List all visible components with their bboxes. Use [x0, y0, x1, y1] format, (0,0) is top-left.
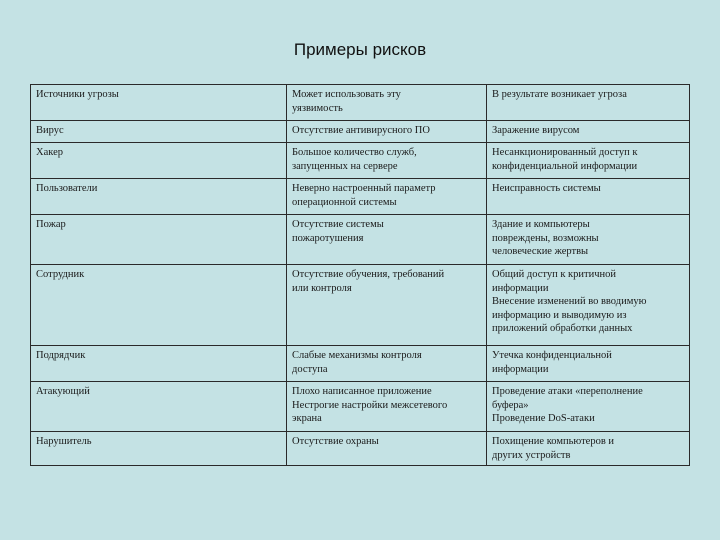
cell-line: Проведение атаки «переполнение — [492, 386, 643, 397]
table-row — [31, 121, 690, 143]
cell-line: Общий доступ к критичной — [492, 269, 617, 280]
cell-line: Здание и компьютеры — [492, 219, 590, 230]
table-row — [31, 265, 690, 346]
cell-result — [487, 382, 690, 432]
cell-line: приложений обработки данных — [492, 323, 633, 334]
cell-line: Похищение компьютеров и — [492, 436, 615, 447]
cell-vulnerability — [287, 143, 487, 179]
cell-result — [487, 346, 690, 382]
cell-line: Слабые механизмы контроля — [292, 350, 422, 361]
cell-threat-source: Вирус — [31, 121, 287, 143]
cell-line: Может использовать эту — [292, 89, 401, 100]
cell-line: Неверно настроенный параметр — [292, 183, 436, 194]
cell-threat-source: Подрядчик — [31, 346, 287, 382]
cell-line: В результате возникает угроза — [492, 89, 627, 100]
cell-result — [487, 265, 690, 346]
cell-line: информации — [492, 282, 549, 294]
risk-table-body — [31, 85, 690, 466]
cell-line: или контроля — [292, 282, 352, 294]
cell-line: Отсутствие охраны — [292, 436, 379, 447]
cell-result — [487, 179, 690, 215]
page-title: Примеры рисков — [293, 40, 427, 59]
header-cell-result — [487, 85, 690, 121]
table-row — [31, 179, 690, 215]
header-cell-source: Источники угрозы — [31, 85, 287, 121]
cell-line: Отсутствие антивирусного ПО — [292, 125, 430, 136]
table-row — [31, 143, 690, 179]
table-row — [31, 85, 690, 121]
cell-threat-source: Нарушитель — [31, 432, 287, 466]
cell-line: конфиденциальной информации — [492, 160, 638, 172]
cell-line: других устройств — [492, 449, 571, 461]
cell-line: Большое количество служб, — [292, 147, 417, 158]
cell-line: Несанкционированный доступ к — [492, 147, 638, 158]
cell-line: уязвимость — [292, 102, 343, 114]
cell-result — [487, 432, 690, 466]
cell-threat-source: Пожар — [31, 215, 287, 265]
cell-vulnerability — [287, 432, 487, 466]
cell-line: повреждены, возможны — [492, 232, 599, 244]
table-row — [31, 346, 690, 382]
cell-result — [487, 121, 690, 143]
cell-line: Нестрогие настройки межсетевого — [292, 399, 448, 411]
cell-vulnerability — [287, 215, 487, 265]
cell-threat-source: Хакер — [31, 143, 287, 179]
cell-line: информацию и выводимую из — [492, 309, 627, 321]
cell-line: запущенных на сервере — [292, 160, 398, 172]
cell-line: экрана — [292, 413, 322, 424]
cell-line: пожаротушения — [292, 232, 364, 244]
table-row — [31, 382, 690, 432]
cell-vulnerability — [287, 179, 487, 215]
cell-line: Отсутствие обучения, требований — [292, 269, 445, 280]
cell-line: Утечка конфиденциальной — [492, 350, 612, 361]
cell-vulnerability — [287, 121, 487, 143]
cell-vulnerability — [287, 346, 487, 382]
header-cell-vulnerability — [287, 85, 487, 121]
cell-threat-source: Пользователи — [31, 179, 287, 215]
cell-line: буфера» — [492, 399, 529, 411]
cell-line: Отсутствие системы — [292, 219, 384, 230]
table-row — [31, 432, 690, 466]
risk-table — [30, 84, 690, 466]
cell-line: информации — [492, 363, 549, 375]
cell-threat-source: Сотрудник — [31, 265, 287, 346]
cell-line: Неисправность системы — [492, 183, 601, 194]
cell-vulnerability — [287, 265, 487, 346]
cell-line: Плохо написанное приложение — [292, 386, 432, 397]
cell-result — [487, 215, 690, 265]
cell-line: Заражение вирусом — [492, 125, 580, 136]
cell-line: доступа — [292, 363, 328, 375]
cell-line: человеческие жертвы — [492, 246, 589, 257]
table-row — [31, 215, 690, 265]
cell-line: операционной системы — [292, 196, 397, 208]
cell-result — [487, 143, 690, 179]
cell-line: Проведение DoS-атаки — [492, 413, 595, 424]
cell-line: Внесение изменений во вводимую — [492, 296, 647, 307]
cell-threat-source: Атакующий — [31, 382, 287, 432]
cell-vulnerability — [287, 382, 487, 432]
